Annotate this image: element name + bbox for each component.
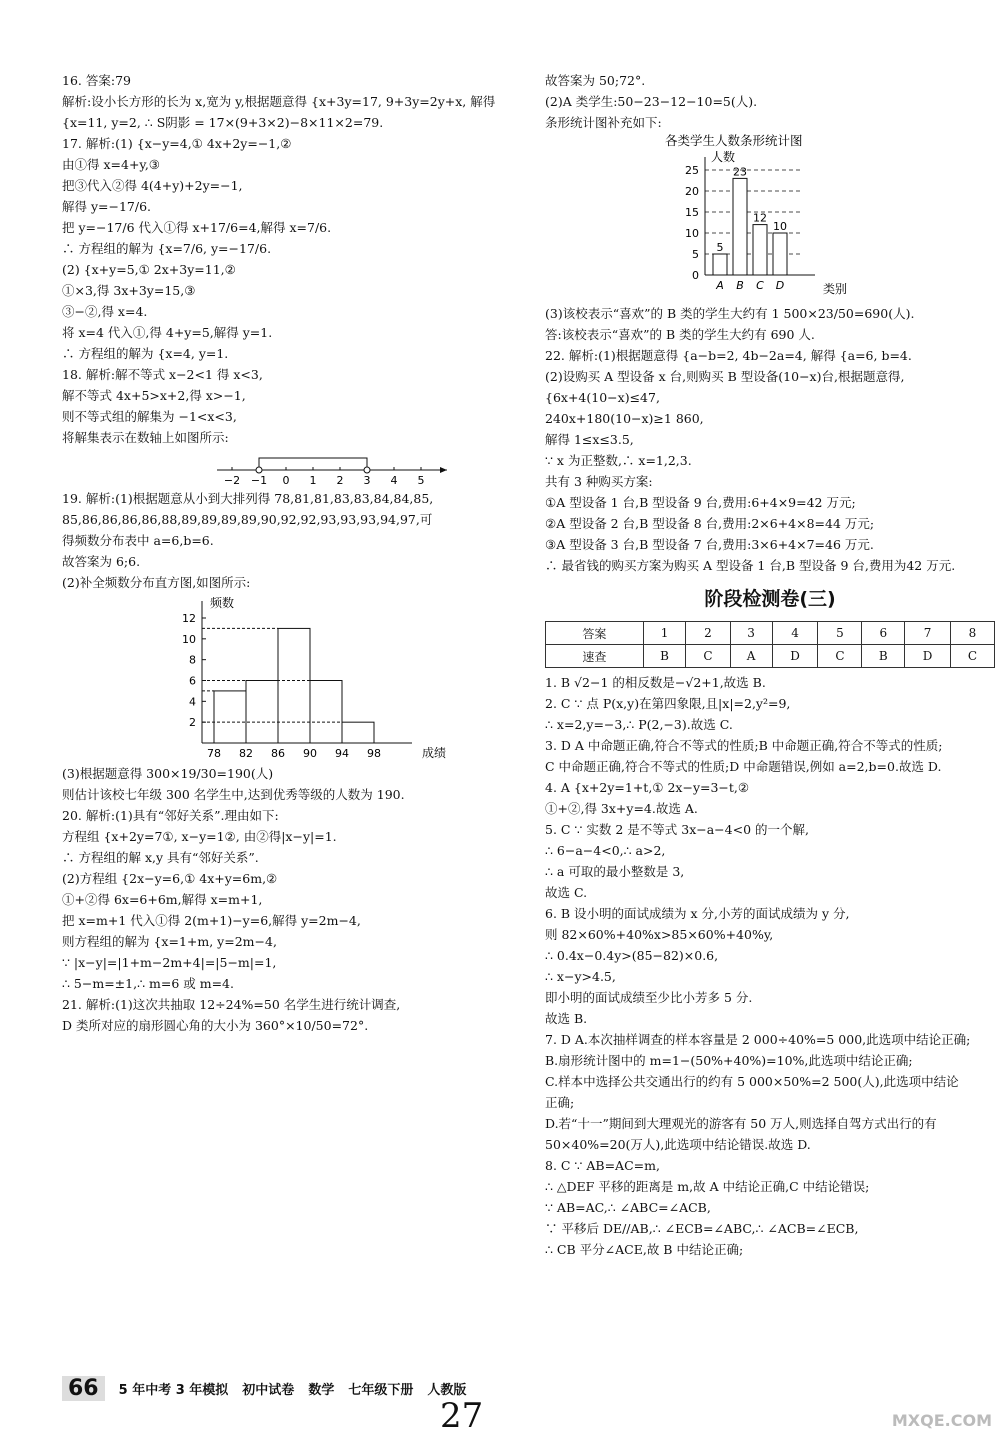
- page-number: 66: [62, 1376, 105, 1401]
- tick-label: 5: [417, 474, 425, 487]
- tick-label: 4: [390, 474, 398, 487]
- text-line: ∴ 方程组的解 x,y 具有“邻好关系”.: [62, 850, 259, 865]
- footer-tag: 七年级下册: [348, 1382, 414, 1398]
- bar-value-label: 12: [753, 211, 767, 225]
- y-tick-label: 15: [685, 206, 699, 219]
- table-cell: 1: [643, 622, 686, 645]
- tick-label: −2: [223, 474, 241, 487]
- table-cell: C: [950, 645, 994, 668]
- bar-value-label: 10: [773, 220, 787, 233]
- table-cell: 7: [905, 622, 951, 645]
- text-line: ①+②,得 3x+y=4.故选 A.: [545, 801, 698, 816]
- watermark: MXQE.COM: [891, 1411, 992, 1430]
- histogram-bar: [214, 691, 246, 743]
- text-line: ∵ x 为正整数,∴ x=1,2,3.: [545, 453, 692, 468]
- text-line: 则估计该校七年级 300 名学生中,达到优秀等级的人数为 190.: [62, 787, 405, 802]
- x-tick-label: 90: [303, 747, 317, 760]
- text-line: 7. D A.本次抽样调查的样本容量是 2 000÷40%=5 000,此选项中结论正确;: [545, 1032, 971, 1047]
- text-line: 即小明的面试成绩至少比小芳多 5 分.: [545, 990, 753, 1005]
- table-cell: B: [643, 645, 686, 668]
- text-line: 1. B √2−1 的相反数是−√2+1,故选 B.: [545, 675, 766, 690]
- table-cell: 6: [862, 622, 905, 645]
- text-line: ∴ x=2,y=−3,∴ P(2,−3).故选 C.: [545, 717, 733, 732]
- open-point: [364, 467, 370, 473]
- text-line: 由①得 x=4+y,③: [62, 157, 161, 172]
- handwritten-number: 27: [440, 1396, 484, 1436]
- text-line: 16. 答案:79: [62, 73, 131, 88]
- text-line: ∴ a 可取的最小整数是 3,: [545, 864, 685, 879]
- text-line: (2)方程组 {2x−y=6,① 4x+y=6m,②: [62, 871, 278, 886]
- text-line: 2. C ∵ 点 P(x,y)在第四象限,且|x|=2,y²=9,: [545, 696, 791, 711]
- bar-value-label: 23: [733, 165, 747, 179]
- text-line: ∴ 最省钱的购买方案为购买 A 型设备 1 台,B 型设备 9 台,费用为42 万元.: [545, 558, 956, 573]
- tick-label: 1: [309, 474, 317, 487]
- text-line: ①A 型设备 1 台,B 型设备 9 台,费用:6+4×9=42 万元;: [545, 495, 856, 510]
- text-line: ①+②得 6x=6+6m,解得 x=m+1,: [62, 892, 263, 907]
- category-label: B: [736, 279, 744, 292]
- text-line: 则不等式组的解集为 −1<x<3,: [62, 409, 237, 424]
- text-line: 22. 解析:(1)根据题意得 {a−b=2, 4b−2a=4, 解得 {a=6, b=4.: [545, 348, 912, 363]
- text-line: ②A 型设备 2 台,B 型设备 8 台,费用:2×6+4×8=44 万元;: [545, 516, 875, 531]
- text-line: 6. B 设小明的面试成绩为 x 分,小芳的面试成绩为 y 分,: [545, 906, 850, 921]
- chart-title: 各类学生人数条形统计图: [665, 133, 803, 148]
- text-line: 将解集表示在数轴上如图所示:: [62, 430, 229, 445]
- left-column: [62, 70, 522, 1036]
- text-line: ∵ AB=AC,∴ ∠ABC=∠ACB,: [545, 1200, 711, 1215]
- text-line: 则 82×60%+40%x>85×60%+40%y,: [545, 927, 774, 942]
- text-line: B.扇形统计图中的 m=1−(50%+40%)=10%,此选项中结论正确;: [545, 1053, 913, 1068]
- y-tick-label: 0: [692, 269, 699, 282]
- text-line: (2)设购买 A 型设备 x 台,则购买 B 型设备(10−x)台,根据题意得,: [545, 369, 905, 384]
- y-tick-label: 2: [189, 716, 196, 730]
- text-line: C 中命题正确,符合不等式的性质;D 中命题错误,例如 a=2,b=0.故选 D.: [545, 759, 942, 774]
- text-line: 解析:设小长方形的长为 x,宽为 y,根据题意得 {x+3y=17, 9+3y=2y+x, 解得: [62, 94, 496, 109]
- text-line: 21. 解析:(1)这次共抽取 12÷24%=50 名学生进行统计调查,: [62, 997, 401, 1012]
- footer-tag: 人教版: [427, 1382, 467, 1398]
- y-tick-label: 10: [182, 632, 196, 646]
- text-line: (3)根据题意得 300×19/30=190(人): [62, 766, 274, 781]
- text-line: D.若“十一”期间到大理观光的游客有 50 万人,则选择自驾方式出行的有: [545, 1116, 937, 1131]
- text-line: 5. C ∵ 实数 2 是不等式 3x−a−4<0 的一个解,: [545, 822, 809, 837]
- text-line: 故答案为 50;72°.: [545, 73, 646, 88]
- table-row-label: 答案: [546, 622, 644, 645]
- category-bar-chart: [665, 133, 965, 303]
- text-line: 把③代入②得 4(4+y)+2y=−1,: [62, 178, 243, 193]
- text-line: 4. A {x+2y=1+t,① 2x−y=3−t,②: [545, 780, 750, 795]
- table-cell: C: [686, 645, 730, 668]
- histogram-bar: [278, 628, 310, 743]
- category-bar: [753, 225, 767, 275]
- category-label: A: [716, 279, 724, 292]
- text-line: ∴ x−y>4.5,: [545, 969, 616, 984]
- text-line: (2)补全频数分布直方图,如图所示:: [62, 575, 251, 590]
- text-line: 将 x=4 代入①,得 4+y=5,解得 y=1.: [62, 325, 273, 340]
- text-line: 解得 1≤x≤3.5,: [545, 432, 634, 447]
- x-tick-label: 78: [207, 747, 221, 760]
- text-line: ①×3,得 3x+3y=15,③: [62, 283, 196, 298]
- y-axis-label: 人数: [711, 150, 736, 164]
- arrow-icon: [440, 467, 447, 473]
- text-line: ∴ 方程组的解为 {x=4, y=1.: [62, 346, 229, 361]
- x-tick-label: 98: [367, 747, 381, 760]
- text-line: 则方程组的解为 {x=1+m, y=2m−4,: [62, 934, 277, 949]
- x-tick-label: 94: [335, 747, 349, 760]
- category-label: C: [756, 279, 764, 292]
- category-bar: [773, 233, 787, 275]
- x-tick-label: 82: [239, 747, 253, 760]
- text-line: ③A 型设备 3 台,B 型设备 7 台,费用:3×6+4×7=46 万元.: [545, 537, 874, 552]
- y-tick-label: 10: [685, 227, 699, 240]
- y-tick-label: 12: [182, 612, 196, 625]
- book-title: 5 年中考 3 年模拟: [118, 1382, 229, 1398]
- text-line: 20. 解析:(1)具有“邻好关系”.理由如下:: [62, 808, 279, 823]
- category-bar: [733, 178, 747, 275]
- text-line: ∴ 方程组的解为 {x=7/6, y=−17/6.: [62, 241, 272, 256]
- y-tick-label: 25: [685, 164, 699, 177]
- text-line: ∵ 平移后 DE//AB,∴ ∠ECB=∠ABC,∴ ∠ACB=∠ECB,: [545, 1221, 859, 1236]
- text-line: 得频数分布表中 a=6,b=6.: [62, 533, 214, 548]
- category-bar: [713, 254, 727, 275]
- tick-label: 3: [363, 474, 371, 487]
- text-line: 故答案为 6;6.: [62, 554, 141, 569]
- table-cell: 3: [730, 622, 772, 645]
- text-line: 方程组 {x+2y=7①, x−y=1②, 由②得|x−y|=1.: [62, 829, 337, 844]
- text-line: 50×40%=20(万人),此选项中结论错误.故选 D.: [545, 1137, 811, 1152]
- open-point: [256, 467, 262, 473]
- table-cell: C: [818, 645, 862, 668]
- x-tick-label: 86: [271, 747, 285, 760]
- category-label: D: [775, 279, 785, 292]
- text-line: 8. C ∵ AB=AC=m,: [545, 1158, 660, 1173]
- tick-label: 0: [282, 474, 290, 487]
- histogram-bar: [246, 681, 278, 744]
- x-axis-label: 成绩: [422, 746, 447, 760]
- text-line: ∴ 5−m=±1,∴ m=6 或 m=4.: [62, 976, 234, 991]
- text-line: 解得 y=−17/6.: [62, 199, 152, 214]
- text-line: 正确;: [545, 1095, 575, 1110]
- table-cell: 8: [950, 622, 994, 645]
- table-cell: 5: [818, 622, 862, 645]
- page-footer: [62, 1373, 466, 1403]
- text-line: ∴ 6−a−4<0,∴ a>2,: [545, 843, 666, 858]
- text-line: 85,86,86,86,86,88,89,89,89,89,90,92,92,93,93,93,94,97,可: [62, 512, 433, 527]
- y-axis-label: 频数: [210, 596, 235, 610]
- histogram-bar: [310, 681, 342, 744]
- text-line: {6x+4(10−x)≤47,: [545, 390, 660, 405]
- table-cell: 4: [772, 622, 818, 645]
- text-line: 共有 3 种购买方案:: [545, 474, 653, 489]
- text-line: ③−②,得 x=4.: [62, 304, 148, 319]
- text-line: 3. D A 中命题正确,符合不等式的性质;B 中命题正确,符合不等式的性质;: [545, 738, 943, 753]
- text-line: {x=11, y=2, ∴ S阴影 = 17×(9+3×2)−8×11×2=79.: [62, 115, 384, 130]
- y-tick-label: 20: [685, 185, 699, 198]
- text-line: 240x+180(10−x)≥1 860,: [545, 411, 704, 426]
- text-line: 答:该校表示“喜欢”的 B 类的学生大约有 690 人.: [545, 327, 815, 342]
- table-cell: D: [905, 645, 951, 668]
- table-cell: D: [772, 645, 818, 668]
- text-line: 把 y=−17/6 代入①得 x+17/6=4,解得 x=7/6.: [62, 220, 332, 235]
- text-line: 18. 解析:解不等式 x−2<1 得 x<3,: [62, 367, 263, 382]
- text-line: (3)该校表示“喜欢”的 B 类的学生大约有 1 500×23/50=690(人).: [545, 306, 915, 321]
- x-axis-label: 类别: [823, 282, 848, 296]
- text-line: 17. 解析:(1) {x−y=4,① 4x+2y=−1,②: [62, 136, 292, 151]
- section-title: 阶段检测卷(三): [704, 588, 836, 610]
- text-line: (2)A 类学生:50−23−12−10=5(人).: [545, 94, 758, 109]
- text-line: ∴ CB 平分∠ACE,故 B 中结论正确;: [545, 1242, 744, 1257]
- text-line: 故选 B.: [545, 1011, 588, 1026]
- text-line: ∴ 0.4x−0.4y>(85−82)×0.6,: [545, 948, 719, 963]
- text-line: 故选 C.: [545, 885, 588, 900]
- text-line: ∴ △DEF 平移的距离是 m,故 A 中结论正确,C 中结论错误;: [545, 1179, 870, 1194]
- bar-value-label: 5: [716, 241, 724, 254]
- y-tick-label: 5: [692, 248, 699, 261]
- y-tick-label: 4: [189, 695, 196, 709]
- text-line: (2) {x+y=5,① 2x+3y=11,②: [62, 262, 236, 277]
- table-cell: B: [862, 645, 905, 668]
- histogram-bar: [342, 722, 374, 743]
- text-line: 解不等式 4x+5>x+2,得 x>−1,: [62, 388, 246, 403]
- text-line: 条形统计图补充如下:: [545, 115, 662, 130]
- footer-tag: 初中试卷: [242, 1382, 295, 1398]
- text-line: D 类所对应的扇形圆心角的大小为 360°×10/50=72°.: [62, 1018, 369, 1033]
- table-row-label: 速查: [546, 645, 644, 668]
- table-cell: A: [730, 645, 772, 668]
- tick-label: −1: [250, 474, 268, 487]
- text-line: C.样本中选择公共交通出行的约有 5 000×50%=2 500(人),此选项中结论: [545, 1074, 959, 1089]
- histogram: [172, 593, 447, 763]
- text-line: ∵ |x−y|=|1+m−2m+4|=|5−m|=1,: [62, 955, 277, 970]
- number-line: [212, 448, 452, 488]
- text-line: 把 x=m+1 代入①得 2(m+1)−y=6,解得 y=2m−4,: [62, 913, 361, 928]
- footer-tag: 数学: [308, 1382, 335, 1398]
- y-tick-label: 6: [189, 674, 196, 688]
- answer-table: [545, 621, 995, 668]
- table-cell: 2: [686, 622, 730, 645]
- y-tick-label: 8: [189, 653, 196, 667]
- right-column: [545, 70, 995, 1260]
- text-line: 19. 解析:(1)根据题意从小到大排列得 78,81,81,83,83,84,84,85,: [62, 491, 434, 506]
- tick-label: 2: [336, 474, 344, 487]
